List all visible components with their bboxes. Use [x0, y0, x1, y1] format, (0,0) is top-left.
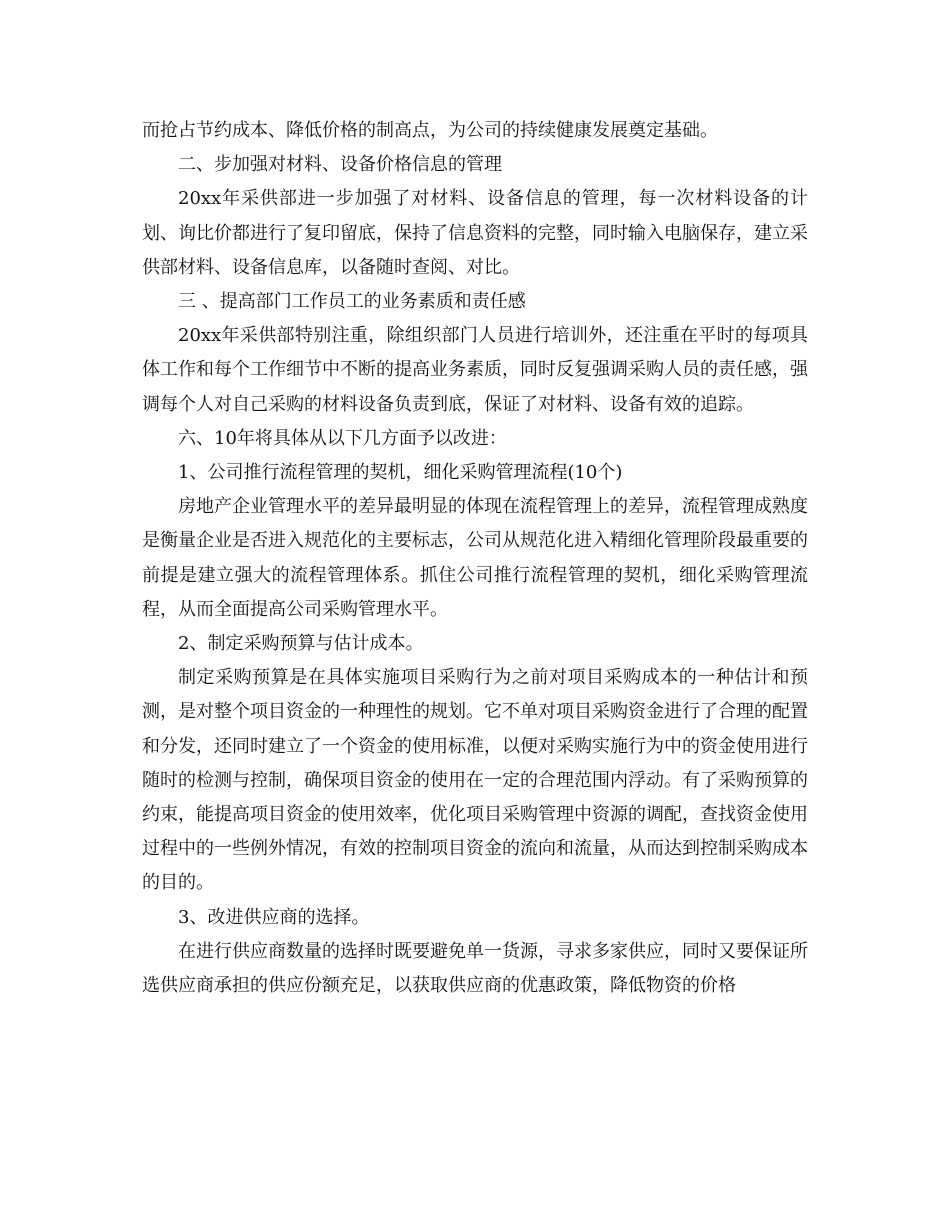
paragraph-material-info: 20xx年采供部进一步加强了对材料、设备信息的管理，每一次材料设备的计划、询比价都进行了复印留底，保持了信息资料的完整，同时输入电脑保存，建立采供部材料、设备信息库，以备随时查阅、对比。	[142, 188, 808, 278]
item-heading-supplier: 3、改进供应商的选择。	[178, 906, 370, 928]
paragraph-staff-quality: 20xx年采供部特别注重，除组织部门人员进行培训外，还注重在平时的每项具体工作和每个工作细节中不断的提高业务素质，同时反复强调采购人员的责任感，强调每个人对自己采购的材料设备负责到底，保证了对材料、设备有效的追踪。	[142, 325, 808, 415]
section-heading-improvements: 六、10年将具体从以下几方面予以改进：	[178, 427, 507, 449]
item-heading-process-management: 1、公司推行流程管理的契机，细化采购管理流程(10个)	[178, 462, 623, 484]
paragraph-continuation: 而抢占节约成本、降低价格的制高点，为公司的持续健康发展奠定基础。	[142, 120, 718, 141]
document-body	[142, 114, 808, 1003]
paragraph-process-management: 房地产企业管理水平的差异最明显的体现在流程管理上的差异，流程管理成熟度是衡量企业是否进入规范化的主要标志，公司从规范化进入精细化管理阶段最重要的前提是建立强大的流程管理体系。抓住公司推行流程管理的契机，细化采购管理流程，从而全面提高公司采购管理水平。	[142, 496, 808, 620]
paragraph-supplier: 在进行供应商数量的选择时既要避免单一货源，寻求多家供应，同时又要保证所选供应商承担的供应份额充足，以获取供应商的优惠政策，降低物资的价格	[142, 940, 808, 997]
section-heading-staff-quality: 三 、提高部门工作员工的业务素质和责任感	[178, 291, 526, 313]
section-heading-material-info: 二、步加强对材料、设备价格信息的管理	[178, 154, 502, 176]
item-heading-budget: 2、制定采购预算与估计成本。	[178, 633, 424, 655]
paragraph-budget: 制定采购预算是在具体实施项目采购行为之前对项目采购成本的一种估计和预测，是对整个项目资金的一种理性的规划。它不单对项目采购资金进行了合理的配置和分发，还同时建立了一个资金的使用标准，以便对采购实施行为中的资金使用进行随时的检测与控制，确保项目资金的使用在一定的合理范围内浮动。有了采购预算的约束，能提高项目资金的使用效率，优化项目采购管理中资源的调配，查找资金使用过程中的一些例外情况，有效的控制项目资金的流向和流量，从而达到控制采购成本的目的。	[142, 667, 808, 894]
